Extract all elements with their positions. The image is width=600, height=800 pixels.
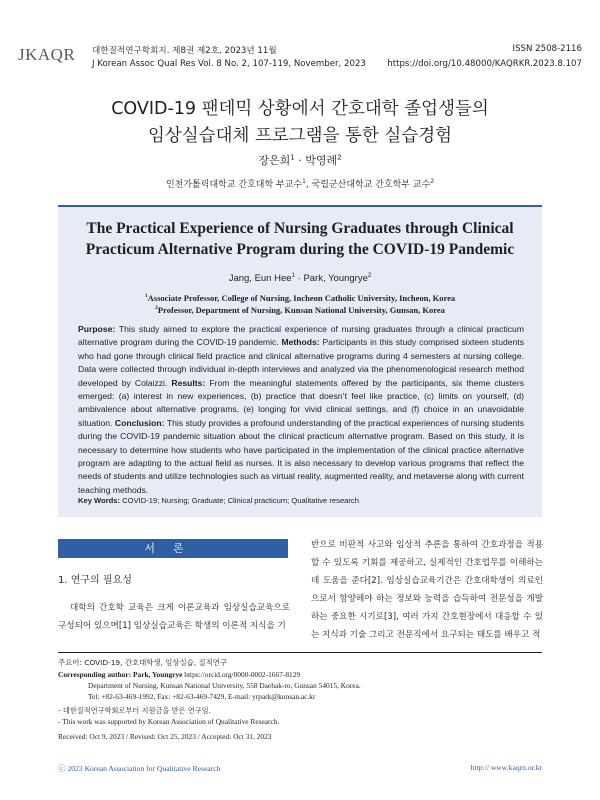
doi-link[interactable]: https://doi.org/10.48000/KAQRKR.2023.8.107 (387, 59, 582, 69)
english-affiliation-1-sup: 1 (144, 293, 148, 300)
korean-affiliation-1: 인천가톨릭대학교 간호대학 부교수 (165, 180, 303, 190)
journal-citation-en: J Korean Assoc Qual Res Vol. 8 No. 2, 107-119, November, 2023 (92, 59, 366, 69)
english-affiliation-1-text: Associate Professor, College of Nursing, Incheon Catholic University, Incheon, Korea (147, 293, 456, 303)
english-affiliation-2 (58, 305, 542, 315)
english-author-2: Park, Youngrye (303, 273, 368, 285)
subsection-heading: 1. 연구의 필요성 (58, 575, 132, 586)
korean-author-1: 장은희 (258, 154, 291, 167)
keywords-text: COVID-19; Nursing; Graduate; Clinical practicum; Qualitative research (120, 496, 359, 505)
korean-author-2: 박영례 (305, 154, 338, 167)
footer-website-link[interactable]: http:// www.kaqrn.or.kr (470, 763, 542, 772)
english-author-2-sup: 2 (367, 272, 372, 279)
korean-author-2-sup: 2 (337, 152, 342, 162)
english-author-1: Jang, Eun Hee (228, 273, 292, 285)
article-dates: Received: Oct 9, 2023 / Revised: Oct 25, 2023 / Accepted: Oct 31, 2023 (58, 732, 272, 741)
english-title-line-2: Practicum Alternative Program during the COVID-19 Pandemic (85, 241, 515, 258)
funding-note-kr: - 대한질적연구학회로부터 지원금을 받은 연구임. (58, 706, 211, 715)
korean-affiliation-1-sup: 1 (302, 179, 306, 185)
author-separator: · (294, 154, 306, 167)
korean-keywords (58, 657, 227, 668)
corresponding-contact: Tel: +82-63-469-1992, Fax: +82-63-469-7429, E-mail: yrpark@kunsan.ac.kr (88, 692, 316, 701)
english-affiliation-2-sup: 2 (155, 305, 158, 312)
methods-label: Methods: (281, 337, 320, 348)
footer-copyright: ⓒ 2023 Korean Association for Qualitative Research (58, 764, 221, 773)
orcid-link[interactable]: https://orcid.org/0000-0002-1667-8129 (182, 670, 301, 679)
results-text: From the meaningful statements offered by the participants, six theme clusters emerged: (a) interest in new experiences, (b) practice that doesn’t feel like practice, (c) limits on yourself, (d) ambivalence about alternative programs, (e) longing for vivid clinical settings, and (f) choice in an unavoidable situation. (78, 377, 524, 428)
purpose-label: Purpose: (78, 324, 116, 334)
corresponding-author (58, 670, 300, 679)
conclusion-text: This study provides a profound understanding of the practical experiences of nursing students during the COVID-19 pandemic situation about the clinical practicum alternative program. Based on this study, it is necessary to determine how students who have participated in the implementation of the clinical practice alternative program are adapting to the actual field as nurses. It is also necessary to develop various programs that reflect the needs of students and utilize technologies such as virtual reality, augmented reality, and metaverse along with current teaching methods. (78, 417, 524, 495)
corresponding-author-label: Corresponding author: Park, Youngrye (58, 670, 183, 679)
section-heading-introduction: 서론 (58, 539, 288, 558)
english-title-line-1: The Practical Experience of Nursing Graduates through Clinical (86, 220, 514, 237)
affiliation-separator: , (305, 180, 312, 190)
journal-logo: JKAQR (18, 45, 76, 64)
english-author-1-sup: 1 (291, 272, 295, 279)
korean-title-line-2: 임상실습대체 프로그램을 통한 실습경험 (147, 126, 453, 146)
korean-keywords-text: COVID-19, 간호대학생, 임상실습, 질적연구 (81, 658, 228, 667)
author-separator: · (294, 273, 304, 285)
keywords-label: Key Words: (78, 496, 121, 505)
abstract-box (58, 205, 542, 517)
english-authors (58, 272, 542, 284)
issn: ISSN 2508-2116 (512, 44, 582, 54)
corresponding-address: Department of Nursing, Kunsan National University, 558 Daehak-ro, Gunsan 54015, Korea. (88, 681, 361, 690)
korean-authors (0, 152, 600, 168)
footnote-divider (58, 652, 542, 653)
results-label: Results: (171, 377, 206, 388)
purpose-text: This study aimed to explore the practical experience of nursing graduates through a clinical practicum alternative program during the COVID-19 pandemic. (78, 324, 524, 348)
korean-title-line-1: COVID-19 팬데믹 상황에서 간호대학 졸업생들의 (111, 99, 489, 119)
body-paragraph-right: 반으로 비판적 사고와 임상적 추론을 통하여 간호과정을 적용할 수 있도록 기회를 제공하고, 실제적인 간호업무를 이해하는 데 도움을 준다[2]. 임상실습교육기간은 간호대학생이 의료인으로서 함양해야 하는 정보와 능력을 습득하여 전문성을 개발하는 중요한 시기로[3], 여러 가지 간호현장에서 대응할 수 있는 지식과 기술 그리고 전문직에서 요구되는 태도를 배우고 적 (311, 540, 543, 640)
english-keywords (78, 496, 524, 505)
korean-affiliation-2: 국립군산대학교 간호학부 교수 (311, 180, 431, 190)
body-paragraph-left: 대학의 간호학 교육은 크게 이론교육과 임상실습교육으로 구성되어 있으며[1] 임상실습교육은 학생의 이론적 지식을 기 (58, 603, 290, 631)
korean-affiliations (0, 177, 600, 190)
abstract-text (78, 323, 524, 497)
korean-keywords-label: 주요어: (58, 658, 82, 667)
journal-citation-kr: 대한질적연구학회지. 제8권 제2호, 2023년 11월 (92, 46, 277, 56)
methods-text: Participants in this study comprised sixteen students who had gone through clinical field practice and clinical alternative programs during 4 semesters at nursing college. Data were collected through individual in-depth interviews and analyzed via the phenomenological research method developed by Colaizzi. (78, 337, 524, 388)
english-affiliation-1 (58, 293, 542, 303)
conclusion-label: Conclusion: (114, 417, 165, 428)
english-affiliation-2-text: Professor, Department of Nursing, Kunsan National University, Gunsan, Korea (157, 305, 445, 315)
journal-header (18, 42, 582, 72)
korean-affiliation-2-sup: 2 (430, 179, 435, 185)
funding-note-en: - This work was supported by Korean Association of Qualitative Research. (58, 717, 280, 726)
korean-author-1-sup: 1 (290, 152, 295, 162)
